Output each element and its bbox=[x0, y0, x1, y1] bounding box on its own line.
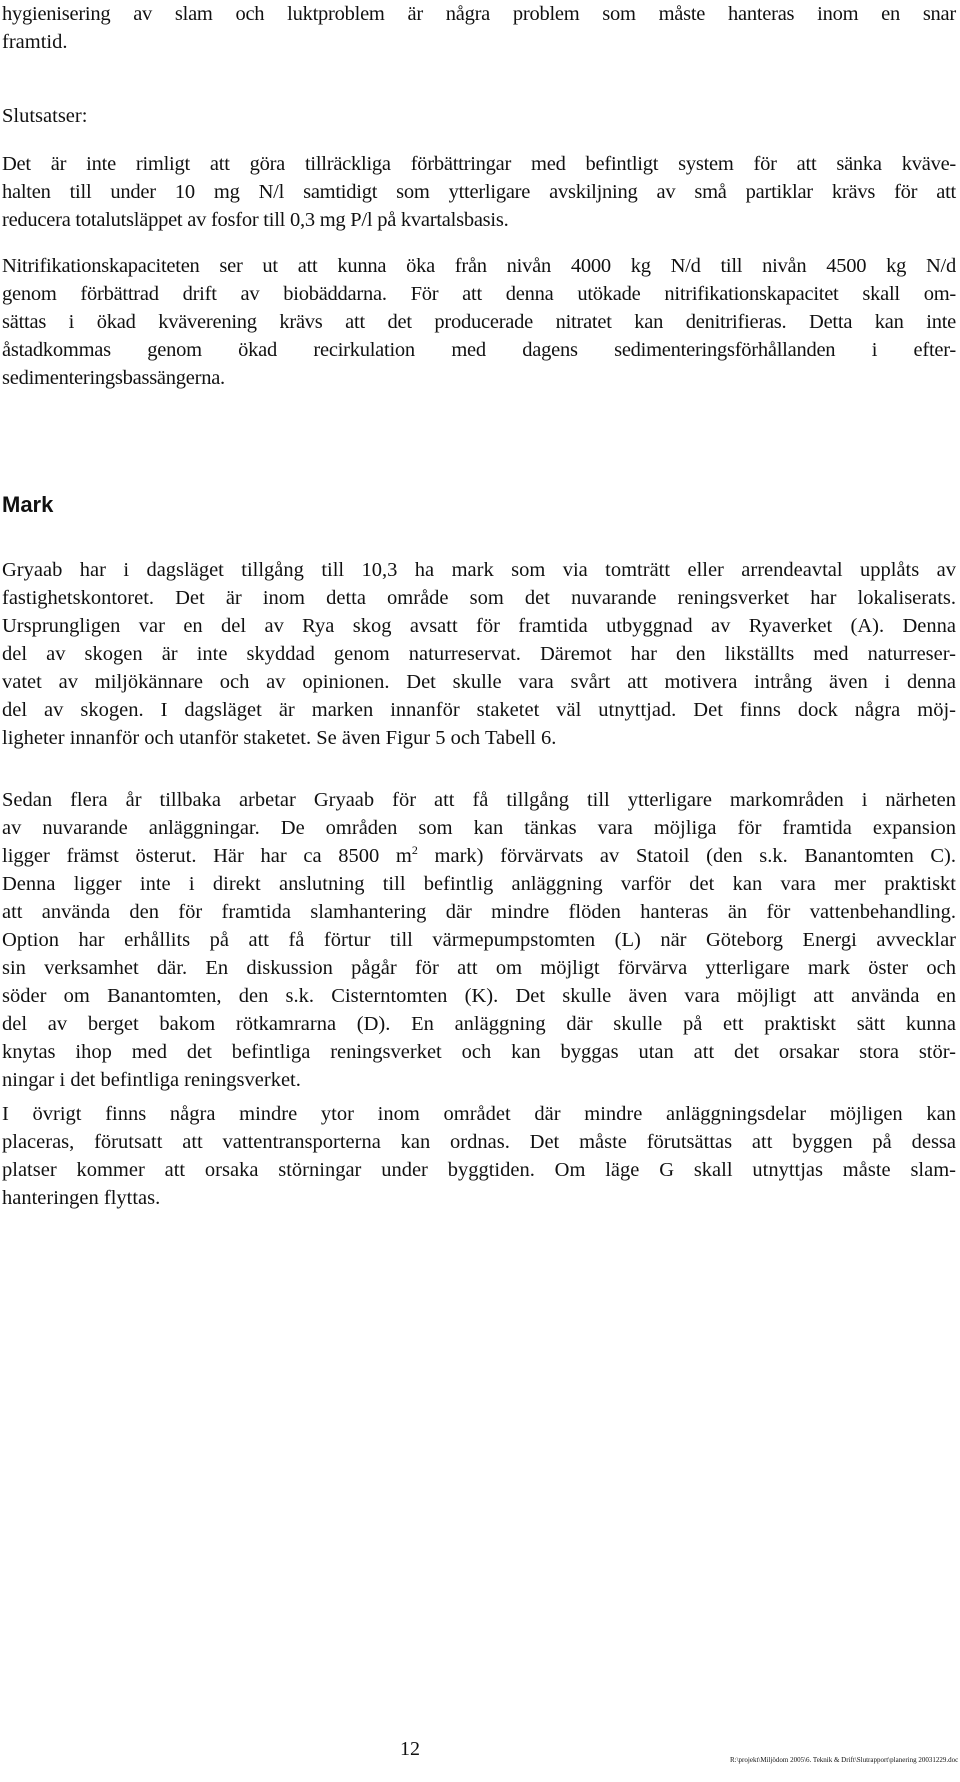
paragraph-line: reducera totalutsläppet av fosfor till 0,3 mg P/l på kvartalsbasis. bbox=[2, 209, 509, 231]
paragraph-line-with-superscript bbox=[2, 842, 956, 870]
paragraph-line: ligheter innanför och utanför staketet. Se även Figur 5 och Tabell 6. bbox=[2, 727, 557, 749]
superscript-exponent: 2 bbox=[411, 843, 418, 857]
paragraph-line: Gryaab har i dagsläget tillgång till 10,3 ha mark som via tomträtt eller arrendeavtal upplåts av bbox=[2, 559, 956, 581]
paragraph-line: söder om Banantomten, den s.k. Cisterntomten (K). Det skulle även vara möjligt att använda en bbox=[2, 985, 956, 1007]
conclusions-paragraph-2 bbox=[2, 252, 956, 392]
footer-file-path: R:\projekt\Miljödom 2005\6. Teknik & Drift\Slutrapport\planering 20031229.doc bbox=[730, 1756, 958, 1764]
paragraph-line: Option har erhållits på att få förtur till värmepumpstomten (L) när Göteborg Energi avvecklar bbox=[2, 929, 956, 951]
paragraph-line: del av skogen är inte skyddad genom naturreservat. Däremot har den likställts med naturreser- bbox=[2, 643, 956, 665]
paragraph-line: sedimenteringsbassängerna. bbox=[2, 367, 225, 389]
paragraph-line: Nitrifikationskapaciteten ser ut att kunna öka från nivån 4000 kg N/d till nivån 4500 kg N/d bbox=[2, 255, 956, 277]
paragraph-line: vatet av miljökännare och av opinionen. Det skulle vara svårt att motivera intrång även i denna bbox=[2, 671, 956, 693]
paragraph-line: del av berget bakom rötkamrarna (D). En anläggning där skulle på ett praktiskt sätt kunna bbox=[2, 1013, 956, 1035]
mark-paragraph-2 bbox=[2, 786, 956, 1094]
paragraph-line: fastighetskontoret. Det är inom detta område som det nuvarande reningsverket har lokaliserats. bbox=[2, 587, 956, 609]
conclusions-paragraph-1 bbox=[2, 150, 956, 234]
paragraph-line: sättas i ökad kväverening krävs att det producerade nitratet kan denitrifieras. Detta kan inte bbox=[2, 311, 956, 333]
paragraph-line: hanteringen flyttas. bbox=[2, 1187, 161, 1209]
paragraph-line: del av skogen. I dagsläget är marken innanför staketet väl utnyttjad. Det finns dock några möj- bbox=[2, 699, 956, 721]
paragraph-line: åstadkommas genom ökad recirkulation med dagens sedimenteringsförhållanden i efter- bbox=[2, 339, 956, 361]
line-text-before: ligger främst österut. Här har ca 8500 m bbox=[2, 845, 412, 867]
paragraph-line: av nuvarande anläggningar. De områden som kan tänkas vara möjliga för framtida expansion bbox=[2, 817, 956, 839]
paragraph-line: sin verksamhet där. En diskussion pågår för att om möjligt förvärva ytterligare mark öster och bbox=[2, 957, 956, 979]
paragraph-line: platser kommer att orsaka störningar under byggtiden. Om läge G skall utnyttjas måste slam- bbox=[2, 1159, 956, 1181]
paragraph-line: Det är inte rimligt att göra tillräckliga förbättringar med befintligt system för att sänka kväve- bbox=[2, 153, 956, 175]
section-heading-mark: Mark bbox=[2, 492, 54, 517]
paragraph-line: att använda den för framtida slamhantering där mindre flöden hanteras än för vattenbehandling. bbox=[2, 901, 956, 923]
paragraph-line: ningar i det befintliga reningsverket. bbox=[2, 1069, 301, 1091]
mark-paragraph-1 bbox=[2, 556, 956, 752]
paragraph-line: halten till under 10 mg N/l samtidigt som ytterligare avskiljning av små partiklar krävs för att bbox=[2, 181, 956, 203]
paragraph-line: knytas ihop med det befintliga reningsverket och kan byggas utan att det orsakar stora stör- bbox=[2, 1041, 956, 1063]
line-text-after: mark) förvärvats av Statoil (den s.k. Banantomten C). bbox=[417, 845, 956, 867]
mark-paragraph-3 bbox=[2, 1100, 956, 1212]
paragraph-line: placeras, förutsatt att vattentransporterna kan ordnas. Det måste förutsättas att byggen på dessa bbox=[2, 1131, 956, 1153]
intro-paragraph bbox=[2, 0, 956, 56]
paragraph-line: Denna ligger inte i direkt anslutning till befintlig anläggning varför det kan vara mer praktiskt bbox=[2, 873, 956, 895]
paragraph-line: I övrigt finns några mindre ytor inom området där mindre anläggningsdelar möjligen kan bbox=[2, 1103, 956, 1125]
conclusions-label: Slutsatser: bbox=[2, 105, 88, 127]
paragraph-line: genom förbättrad drift av biobäddarna. För att denna utökade nitrifikationskapacitet skall om- bbox=[2, 283, 956, 305]
paragraph-line: Sedan flera år tillbaka arbetar Gryaab för att få tillgång till ytterligare markområden i närheten bbox=[2, 789, 956, 811]
intro-line: framtid. bbox=[2, 31, 68, 53]
intro-line: hygienisering av slam och luktproblem är några problem som måste hanteras inom en snar bbox=[2, 3, 956, 25]
page-number: 12 bbox=[400, 1738, 420, 1760]
paragraph-line: Ursprungligen var en del av Rya skog avsatt för framtida utbyggnad av Ryaverket (A). Denna bbox=[2, 615, 956, 637]
